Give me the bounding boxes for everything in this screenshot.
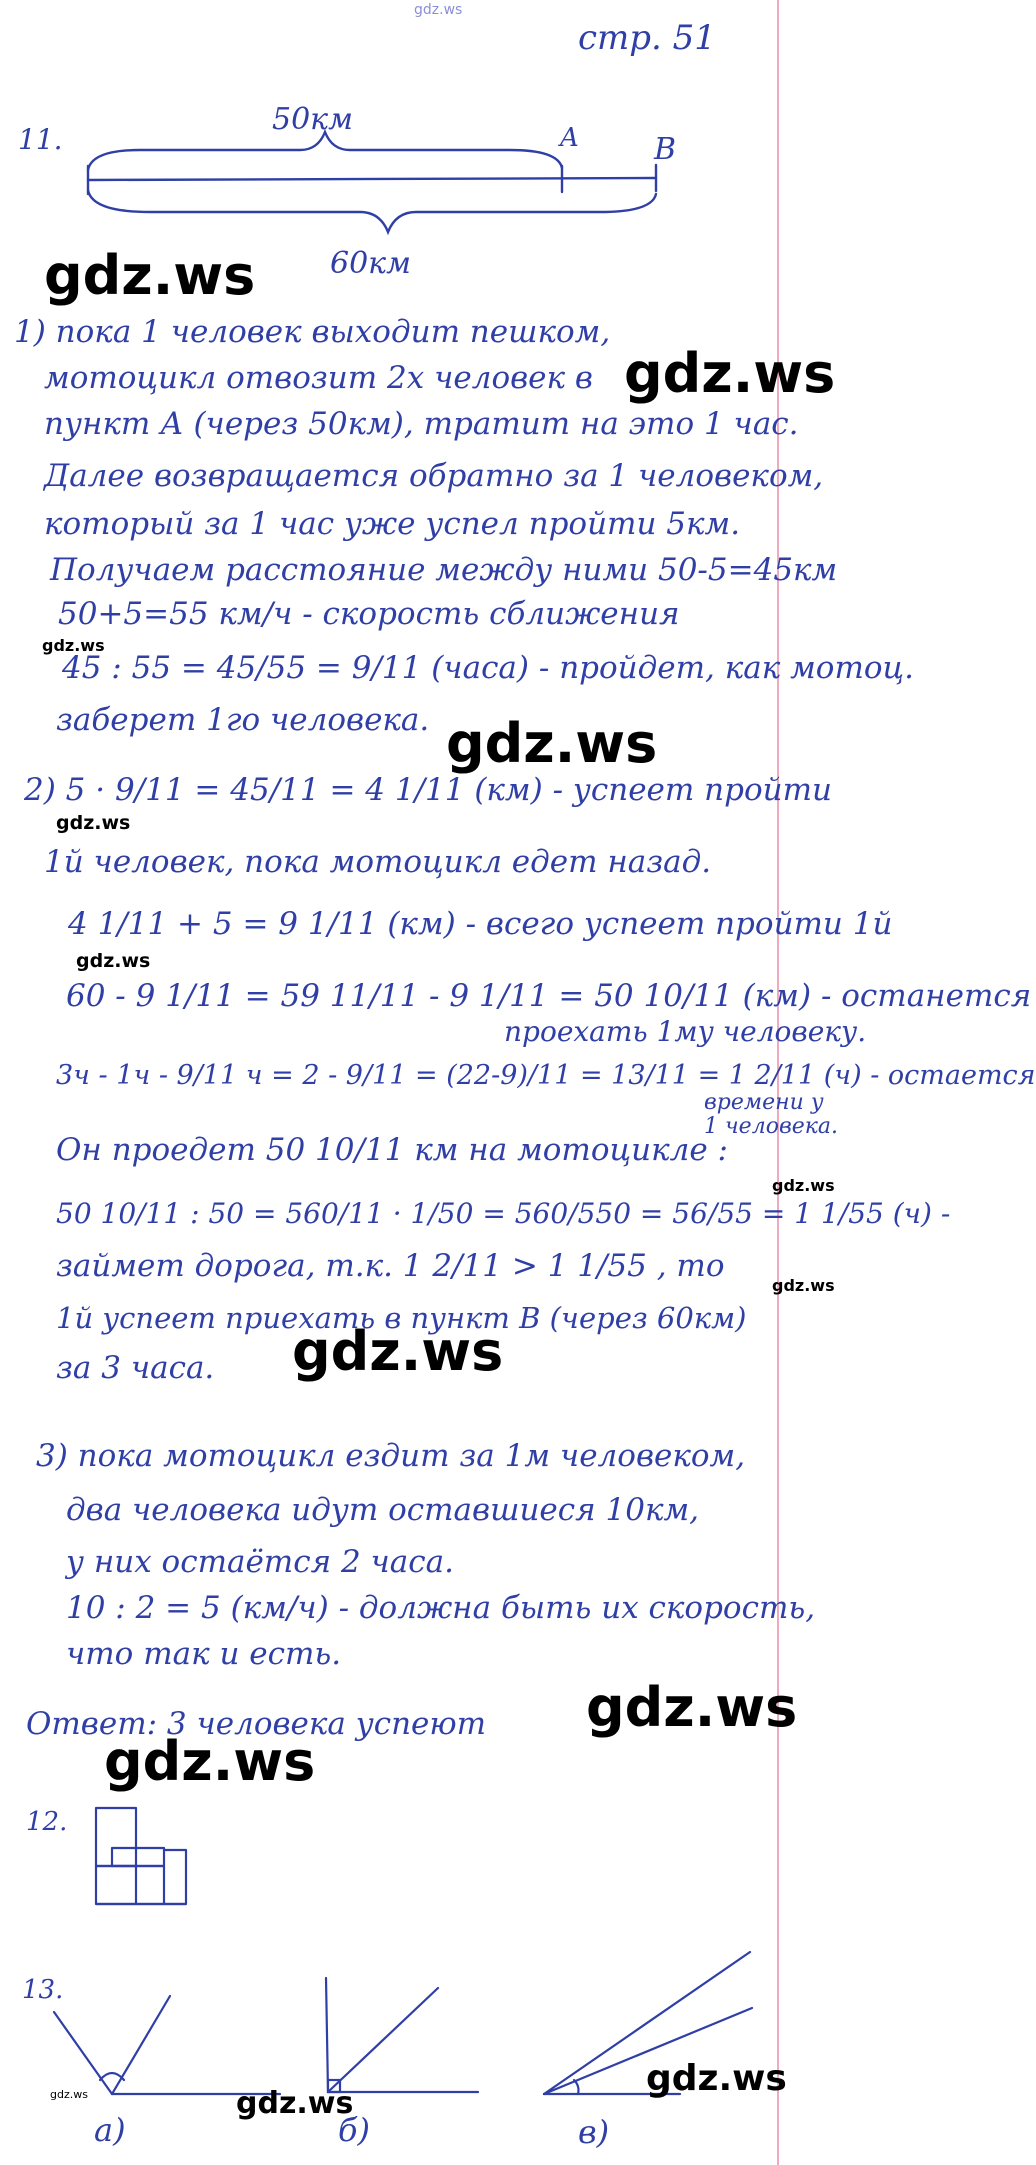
part2-line-7: времени у bbox=[704, 1090, 824, 1115]
watermark-4: gdz.ws bbox=[446, 712, 658, 775]
part2-line-6: 3ч - 1ч - 9/11 ч = 2 - 9/11 = (22-9)/11 = 13/11 = 1 2/11 (ч) - остается bbox=[56, 1060, 1036, 1091]
watermark-5: gdz.ws bbox=[56, 812, 131, 834]
point-b: B bbox=[654, 132, 677, 167]
part1-line-2: мотоцикл отвозит 2х человек в bbox=[44, 360, 593, 396]
task11-number: 11. bbox=[18, 123, 63, 156]
part1-line-6: Получаем расстояние между ними 50-5=45км bbox=[50, 552, 838, 588]
answer-text: Ответ: 3 человека успеют bbox=[26, 1706, 487, 1742]
watermark-2: gdz.ws bbox=[624, 342, 836, 405]
part3-line-1: 3) пока мотоцикл ездит за 1м человеком, bbox=[36, 1438, 746, 1474]
part2-line-8: 1 человека. bbox=[704, 1114, 839, 1139]
part2-line-3: 4 1/11 + 5 = 9 1/11 (км) - всего успеет пройти 1й bbox=[68, 906, 893, 942]
part2-line-13: за 3 часа. bbox=[56, 1350, 215, 1386]
task12-number: 12. bbox=[26, 1807, 68, 1837]
watermark-3: gdz.ws bbox=[42, 636, 105, 655]
watermark-9: gdz.ws bbox=[292, 1320, 504, 1383]
watermark-11: gdz.ws bbox=[104, 1730, 316, 1793]
part1-line-4: Далее возвращается обратно за 1 человеком, bbox=[44, 458, 824, 494]
distance-50: 50км bbox=[272, 102, 353, 137]
watermark-top: gdz.ws bbox=[414, 2, 463, 18]
part2-line-2: 1й человек, пока мотоцикл едет назад. bbox=[44, 844, 712, 880]
watermark-1: gdz.ws bbox=[44, 244, 256, 307]
part2-line-10: 50 10/11 : 50 = 560/11 · 1/50 = 560/550 = 56/55 = 1 1/55 (ч) - bbox=[56, 1197, 951, 1230]
part2-line-12: 1й успеет приехать в пункт В (через 60км) bbox=[56, 1301, 747, 1335]
angle-label-b: б) bbox=[338, 2111, 371, 2149]
part1-line-8: 45 : 55 = 45/55 = 9/11 (часа) - пройдет, как мотоц. bbox=[62, 650, 915, 686]
part1-line-9: заберет 1го человека. bbox=[56, 702, 430, 738]
angle-label-c: в) bbox=[578, 2113, 610, 2151]
part1-line-5: который за 1 час уже успел пройти 5км. bbox=[44, 506, 741, 542]
watermark-7: gdz.ws bbox=[772, 1176, 835, 1195]
watermark-13: gdz.ws bbox=[50, 2088, 88, 2101]
point-a: A bbox=[560, 123, 579, 153]
watermark-12: gdz.ws bbox=[646, 2058, 787, 2099]
part1-line-7: 50+5=55 км/ч - скорость сближения bbox=[58, 596, 680, 632]
part3-line-2: два человека идут оставшиеся 10км, bbox=[66, 1492, 700, 1528]
page-label: стр. 51 bbox=[578, 18, 716, 58]
part2-line-11: займет дорога, т.к. 1 2/11 > 1 1/55 , то bbox=[56, 1248, 725, 1284]
part3-line-5: что так и есть. bbox=[66, 1636, 342, 1672]
part2-line-4: 60 - 9 1/11 = 59 11/11 - 9 1/11 = 50 10/11 (км) - останется bbox=[66, 978, 1032, 1014]
angle-label-a: а) bbox=[94, 2111, 126, 2149]
part1-line-3: пункт А (через 50км), тратит на это 1 час. bbox=[44, 406, 799, 442]
part2-line-5: проехать 1му человеку. bbox=[504, 1015, 867, 1048]
part1-line-1: 1) пока 1 человек выходит пешком, bbox=[14, 314, 611, 350]
task13-number: 13. bbox=[22, 1975, 64, 2005]
watermark-10: gdz.ws bbox=[586, 1676, 798, 1739]
distance-60: 60км bbox=[330, 246, 411, 281]
part2-line-1: 2) 5 · 9/11 = 45/11 = 4 1/11 (км) - успеет пройти bbox=[24, 772, 832, 808]
part3-line-3: у них остаётся 2 часа. bbox=[66, 1544, 454, 1580]
watermark-14: gdz.ws bbox=[236, 2086, 354, 2121]
part3-line-4: 10 : 2 = 5 (км/ч) - должна быть их скорость, bbox=[66, 1590, 816, 1626]
part2-line-9: Он проедет 50 10/11 км на мотоцикле : bbox=[56, 1132, 728, 1168]
watermark-8: gdz.ws bbox=[772, 1276, 835, 1295]
watermark-6: gdz.ws bbox=[76, 950, 151, 972]
